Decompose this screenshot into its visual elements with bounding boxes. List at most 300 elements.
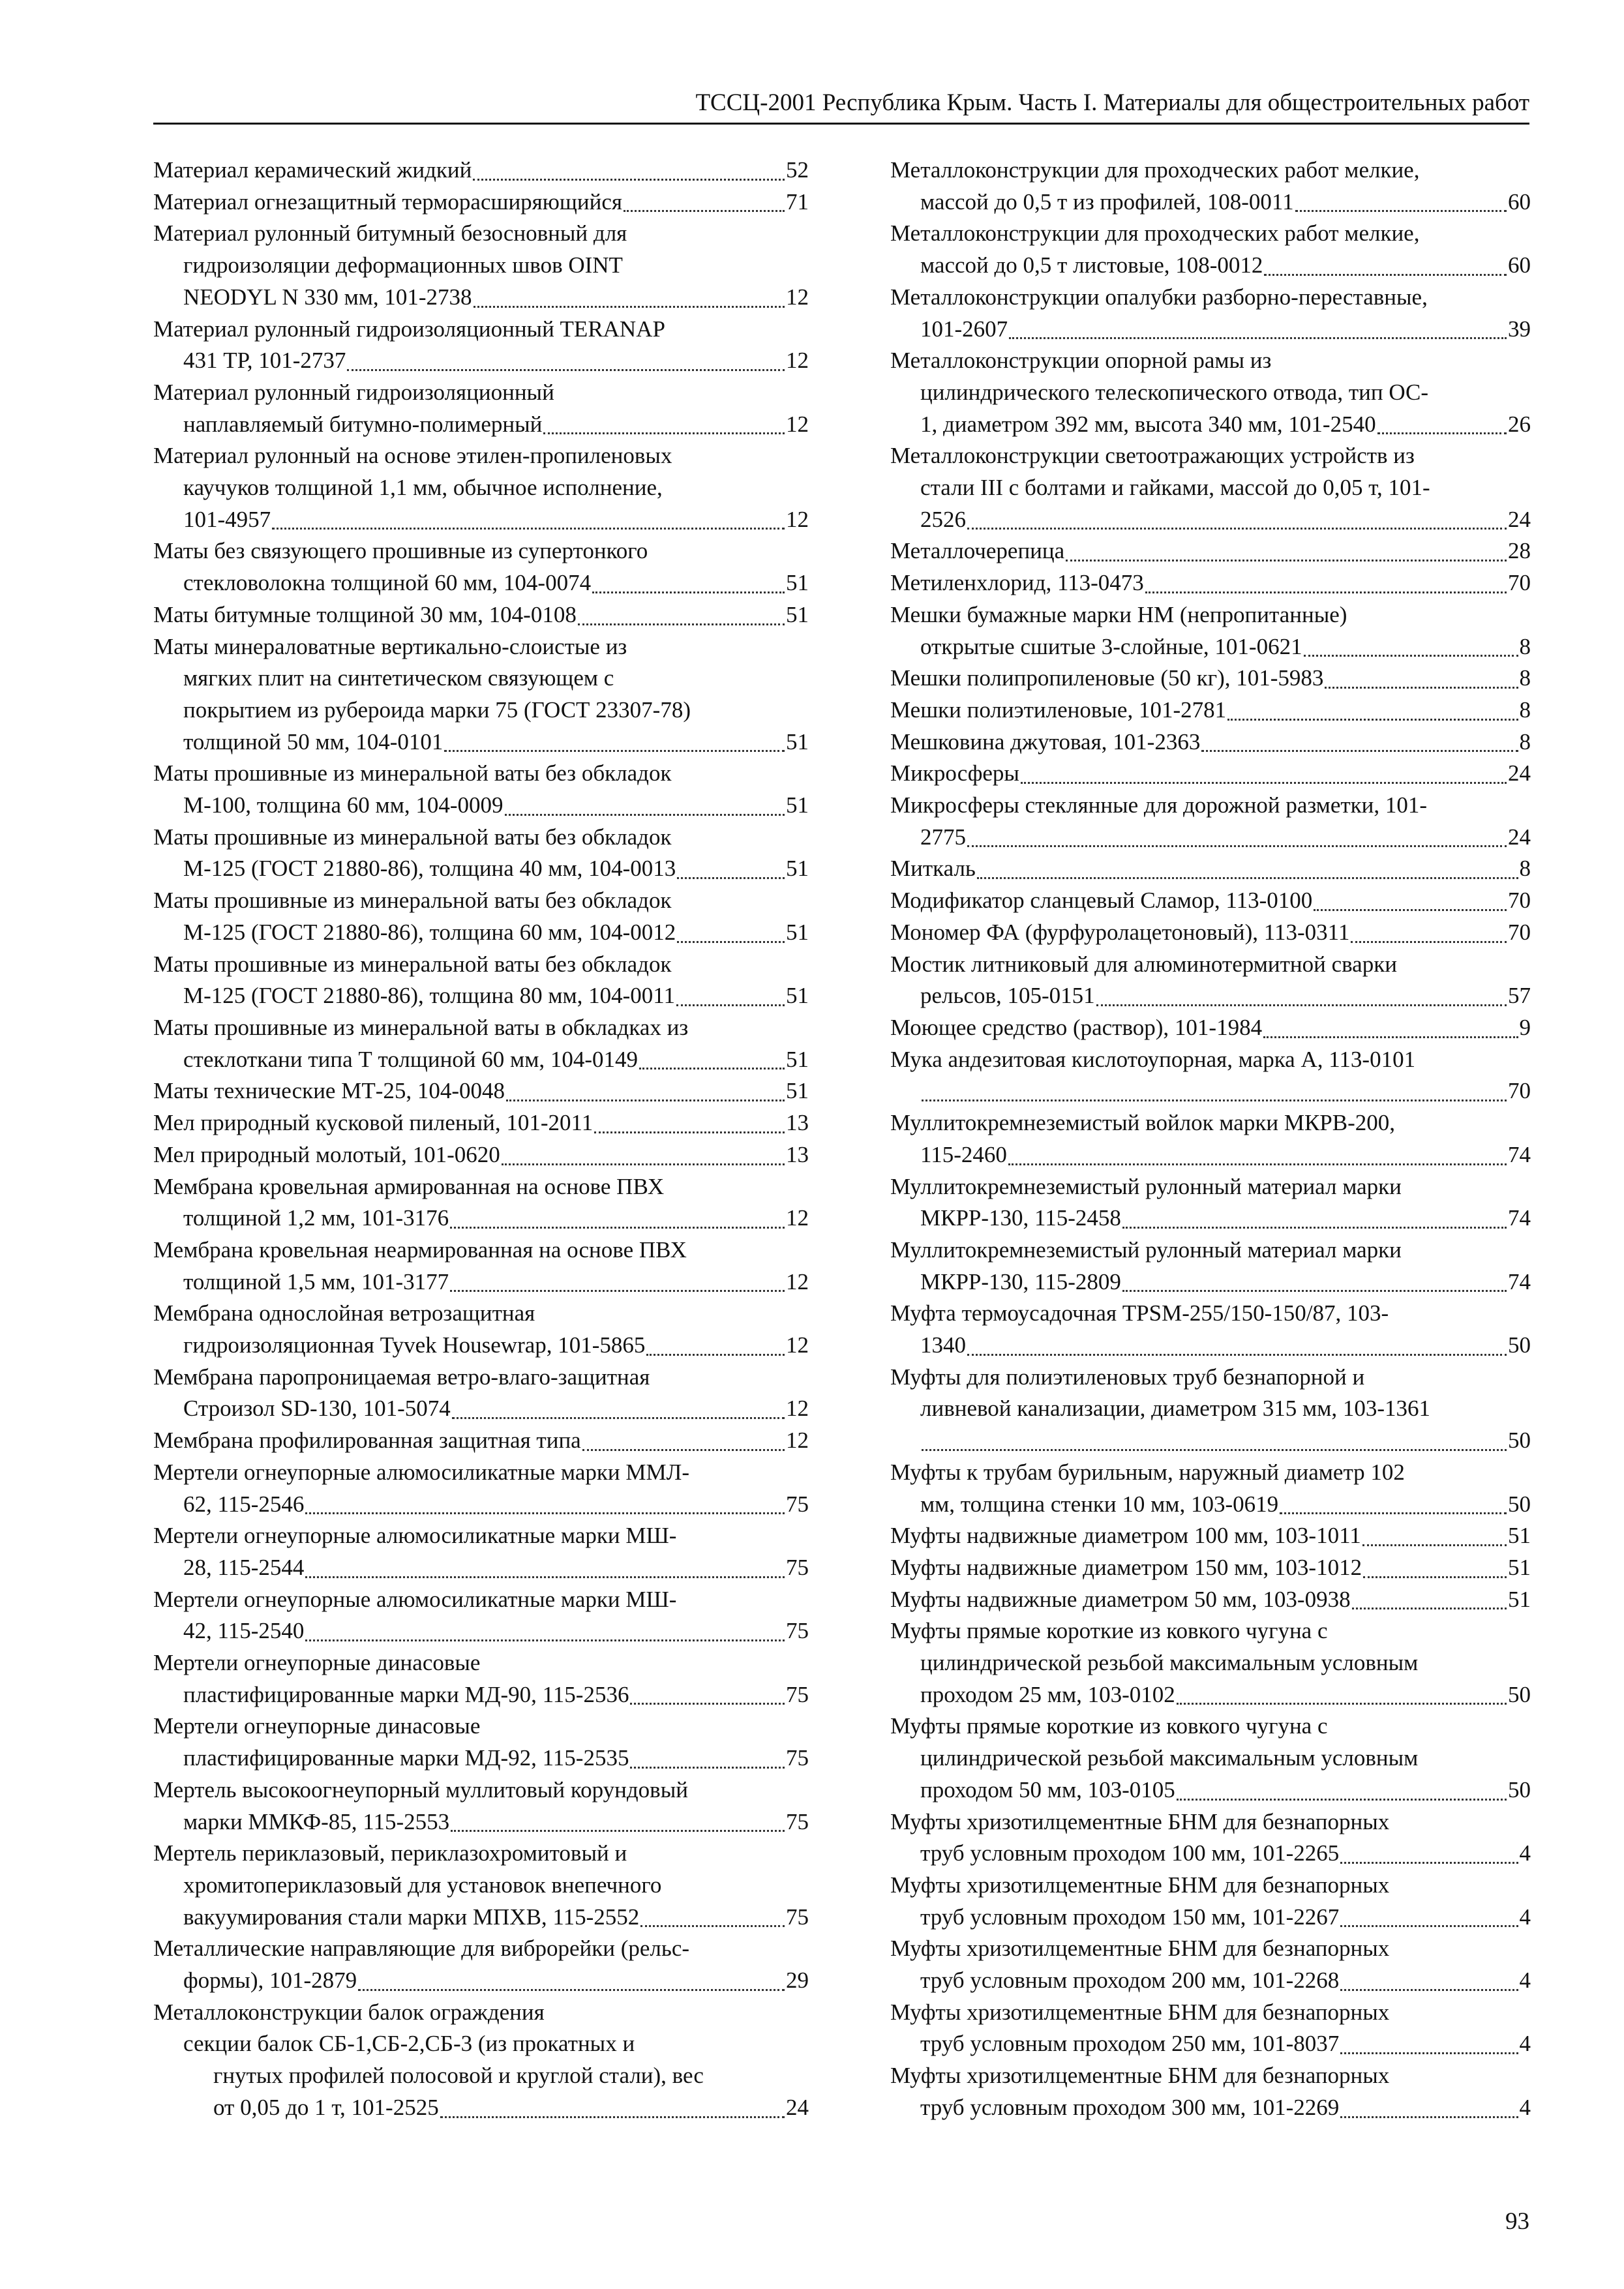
entry-text: Муфты хризотилцементные БНМ для безнапорных [890,1808,1390,1834]
index-entry-line [890,1171,1531,1203]
entry-text: 42, 115-2540 [183,1618,305,1644]
entry-page-number: 51 [786,728,809,755]
entry-text: массой до 0,5 т из профилей, 108-0011 [920,188,1294,215]
index-entry-line [153,726,809,758]
index-entry-line [153,1266,809,1298]
entry-page-number: 4 [1519,1904,1531,1930]
entry-text: Материал керамический жидкий [153,157,472,183]
index-entry [890,790,1531,853]
entry-text: Маты прошивные из минеральной ваты без обкладок [153,824,672,850]
entry-text: мм, толщина стенки 10 мм, 103-0619 [920,1491,1279,1517]
entry-text: Муфты надвижные диаметром 50 мм, 103-0938 [890,1586,1351,1612]
entry-page-number: 74 [1508,1205,1531,1231]
dot-leader [592,591,785,593]
index-entry [890,440,1531,535]
index-entry-line [153,1806,809,1838]
dot-leader [1201,750,1518,752]
index-entry [890,2060,1531,2123]
index-entry-line [890,631,1531,663]
entry-text: толщиной 1,5 мм, 101-3177 [183,1268,449,1294]
index-entry-line [890,377,1531,409]
index-entry-line [153,472,809,504]
entry-page-number: 12 [786,1396,809,1422]
entry-text: Мертели огнеупорные алюмосиликатные марки МШ- [153,1523,677,1549]
index-entry-line [890,314,1531,346]
entry-text: проходом 25 мм, 103-0102 [920,1681,1175,1707]
index-entry-line [890,1838,1531,1870]
index-entry [153,1711,809,1774]
index-entry-line [153,1679,809,1711]
entry-page-number: 50 [1508,1776,1531,1803]
index-entry-line [890,2028,1531,2060]
entry-text: Муфты прямые короткие из ковкого чугуна с [890,1618,1328,1644]
index-entry [890,1012,1531,1044]
entry-text: Мембрана однослойная ветрозащитная [153,1300,535,1326]
entry-text: 1, диаметром 392 мм, высота 340 мм, 101-2540 [920,411,1376,437]
dot-leader [1264,274,1507,276]
index-entry-line [153,535,809,567]
entry-text: Микросферы [890,760,1019,786]
index-entry-line [890,440,1531,472]
index-entry-line [153,314,809,346]
dot-leader [1352,1608,1507,1609]
entry-text: Муллитокремнеземистый войлок марки МКРВ-200, [890,1110,1395,1136]
entry-text: Мертели огнеупорные динасовые [153,1713,481,1739]
dot-leader [347,369,785,371]
index-entry-line [153,949,809,981]
entry-text: 2775 [920,824,966,850]
index-entry-line [153,790,809,822]
index-column-right [890,155,1531,2124]
index-entry [153,758,809,821]
entry-text: марки ММКФ-85, 115-2553 [183,1808,450,1834]
index-entry [890,1615,1531,1711]
entry-text: Мертели огнеупорные алюмосиликатные марки ММЛ- [153,1459,689,1485]
dot-leader [1340,1989,1518,1991]
entry-text: труб условным проходом 150 мм, 101-2267 [920,1904,1340,1930]
entry-text: покрытием из рубероида марки 75 (ГОСТ 23307-78) [183,696,691,723]
dot-leader [922,1100,1507,1101]
dot-leader [1177,1799,1507,1801]
entry-text: 2526 [920,506,966,532]
entry-text: Модификатор сланцевый Сламор, 113-0100 [890,888,1313,914]
index-entry-line [153,663,809,695]
index-entry-line [153,2092,809,2124]
entry-text: Металлоконструкции балок ограждения [153,1999,545,2025]
entry-page-number: 50 [1508,1332,1531,1358]
dot-leader [676,1004,785,1006]
index-entry-line [153,1552,809,1584]
index-entry [890,917,1531,949]
index-entry-line [890,409,1531,441]
dot-leader [640,1925,785,1927]
index-entry-line [153,1584,809,1616]
entry-text: Мука андезитовая кислотоупорная, марка А, 113-0101 [890,1046,1416,1072]
index-entry-line [153,1203,809,1234]
entry-text: Муфты для полиэтиленовых труб безнапорной и [890,1364,1365,1390]
entry-text: толщиной 50 мм, 104-0101 [183,728,444,755]
index-entry [153,1838,809,1933]
entry-page-number: 50 [1508,1428,1531,1454]
index-entry [153,599,809,631]
dot-leader [1304,655,1518,657]
index-entry-line [890,218,1531,250]
entry-page-number: 12 [786,348,809,374]
index-entry-line [153,567,809,599]
entry-text: Мел природный кусковой пиленый, 101-2011 [153,1110,594,1136]
index-entry [890,663,1531,695]
dot-leader [967,528,1507,530]
index-entry-line [153,1965,809,1997]
index-entry-line [890,567,1531,599]
entry-text: мягких плит на синтетическом связующем с [183,665,614,691]
index-entry-line [890,822,1531,854]
index-entry-line [153,1489,809,1521]
dot-leader [1295,210,1507,212]
index-entry [890,282,1531,345]
index-entry [890,1234,1531,1298]
index-entry-line [890,1997,1531,2029]
index-entry-line [153,1107,809,1139]
entry-text: вакуумирования стали марки МПХВ, 115-2552 [183,1904,640,1930]
index-entry [890,535,1531,567]
entry-page-number: 51 [1508,1554,1531,1580]
index-entry-line [890,758,1531,790]
entry-text: 431 ТР, 101-2737 [183,348,346,374]
index-entry [890,1933,1531,1996]
index-entry-line [890,1870,1531,1902]
index-entry [153,314,809,377]
index-entry [890,599,1531,663]
entry-text: труб условным проходом 250 мм, 101-8037 [920,2031,1340,2057]
entry-text: гнутых профилей полосовой и круглой стали), вес [213,2063,704,2089]
index-entry [890,1171,1531,1234]
entry-page-number: 51 [786,856,809,882]
entry-text: ливневой канализации, диаметром 315 мм, 103-1361 [920,1396,1430,1422]
entry-page-number: 51 [786,983,809,1009]
index-entry-line [890,1584,1531,1616]
index-column-left [153,155,809,2124]
entry-page-number: 24 [786,2094,809,2120]
entry-text: труб условным проходом 300 мм, 101-2269 [920,2094,1340,2120]
entry-text: открытые сшитые 3-слойные, 101-0621 [920,633,1302,659]
entry-page-number: 12 [786,411,809,437]
index-entry-line [890,282,1531,314]
index-entry [153,1139,809,1171]
entry-page-number: 26 [1508,411,1531,437]
index-entry [890,1520,1531,1552]
dot-leader [1363,1576,1507,1578]
entry-page-number: 75 [786,1745,809,1771]
index-entry-line [890,1711,1531,1743]
dot-leader [630,1703,785,1705]
index-entry [153,1234,809,1298]
dot-leader [450,1290,785,1292]
entry-page-number: 75 [786,1554,809,1580]
index-entry [153,1997,809,2124]
index-entry [890,218,1531,281]
dot-leader [272,528,785,530]
dot-leader [1280,1512,1507,1514]
entry-text: Миткаль [890,856,976,882]
dot-leader [502,1163,785,1165]
index-entry-line [153,885,809,917]
index-entry [890,1997,1531,2060]
page-number: 93 [1505,2208,1529,2235]
entry-text: Муфты хризотилцементные БНМ для безнапорных [890,2063,1390,2089]
entry-text: стали III с болтами и гайками, массой до 0,05 т, 101- [920,475,1430,501]
entry-text: 28, 115-2544 [183,1554,305,1580]
entry-text: Муфты к трубам бурильным, наружный диаметр 102 [890,1459,1405,1485]
index-entry [153,949,809,1012]
index-entry-line [153,1933,809,1965]
entry-text: Мембрана кровельная неармированная на основе ПВХ [153,1236,687,1263]
index-entry-line [890,1679,1531,1711]
index-entry-line [890,345,1531,377]
entry-text: 101-4957 [183,506,271,532]
dot-leader [1096,1004,1507,1006]
index-entry-line [153,853,809,885]
index-entry-line [153,1298,809,1330]
entry-text: цилиндрической резьбой максимальным условным [920,1745,1419,1771]
dot-leader [1145,591,1507,593]
dot-leader [451,1830,785,1832]
entry-page-number: 50 [1508,1681,1531,1707]
index-entry [153,1774,809,1838]
dot-leader [1008,1163,1507,1165]
entry-text: стекловолокна толщиной 60 мм, 104-0074 [183,570,592,596]
index-entry-line [153,1647,809,1679]
index-entry [153,1171,809,1234]
entry-page-number: 57 [1508,983,1531,1009]
index-entry-line [890,1203,1531,1234]
index-entry-line [890,663,1531,695]
index-entry-line [153,282,809,314]
entry-text: Микросферы стеклянные для дорожной разметки, 101- [890,792,1428,818]
index-entry-line [153,1743,809,1774]
entry-text: Маты прошивные из минеральной ваты без обкладок [153,760,672,786]
entry-text: 115-2460 [920,1141,1007,1167]
index-entry-line [153,1457,809,1489]
index-entry [890,1806,1531,1870]
entry-text: труб условным проходом 100 мм, 101-2265 [920,1840,1340,1866]
entry-text: М-125 (ГОСТ 21880-86), толщина 40 мм, 104-0013 [183,856,676,882]
index-entry-line [890,155,1531,187]
dot-leader [1122,1227,1507,1229]
entry-page-number: 8 [1519,665,1531,691]
index-entry-line [153,1425,809,1457]
entry-page-number: 51 [1508,1523,1531,1549]
index-entry-line [153,1012,809,1044]
index-entry [890,1870,1531,1933]
dot-leader [922,1449,1507,1451]
dot-leader [578,623,785,625]
entry-text: Маты прошивные из минеральной ваты без обкладок [153,951,672,977]
entry-text: Мешки полиэтиленовые, 101-2781 [890,696,1227,723]
entry-page-number: 39 [1508,316,1531,342]
entry-text: цилиндрической резьбой максимальным условным [920,1650,1419,1676]
index-entry [153,155,809,187]
index-entry-line [890,1393,1531,1425]
entry-page-number: 29 [786,1967,809,1994]
entry-text: Муфты надвижные диаметром 100 мм, 103-1011 [890,1523,1361,1549]
entry-page-number: 8 [1519,728,1531,755]
index-entry [153,1520,809,1583]
index-entry-line [890,1615,1531,1647]
index-entry-line [153,2060,809,2092]
index-entry-line [890,1139,1531,1171]
entry-text: Строизол SD-130, 101-5074 [183,1396,451,1422]
index-entry [890,567,1531,599]
entry-text: Металлические направляющие для виброрейки (рельс- [153,1936,690,1962]
index-entry-line [890,2092,1531,2124]
entry-text: каучуков толщиной 1,1 мм, обычное исполнение, [183,475,663,501]
entry-text: пластифицированные марки МД-90, 115-2536 [183,1681,629,1707]
dot-leader [444,750,785,752]
dot-leader [594,1131,785,1133]
dot-leader [1351,941,1507,943]
index-entry [890,1457,1531,1520]
entry-page-number: 71 [786,188,809,215]
entry-page-number: 51 [786,919,809,945]
index-entry-line [890,504,1531,536]
entry-page-number: 70 [1508,570,1531,596]
index-entry-line [153,1044,809,1076]
entry-text: Мембрана профилированная защитная типа [153,1428,581,1454]
entry-page-number: 12 [786,1428,809,1454]
entry-text: Металлоконструкции для проходческих работ мелкие, [890,220,1420,247]
index-entry-line [890,1489,1531,1521]
index-entry [890,155,1531,218]
entry-page-number: 70 [1508,888,1531,914]
dot-leader [582,1449,785,1451]
index-entry [153,1107,809,1139]
entry-page-number: 8 [1519,856,1531,882]
index-entry-line [890,1362,1531,1394]
index-entry-line [890,1774,1531,1806]
dot-leader [1340,1925,1518,1927]
entry-text: МКРР-130, 115-2809 [920,1268,1121,1294]
entry-text: МКРР-130, 115-2458 [920,1205,1121,1231]
dot-leader [646,1354,785,1356]
dot-leader [1066,560,1507,561]
entry-page-number: 9 [1519,1014,1531,1040]
entry-text: Маты без связующего прошивные из супертонкого [153,538,648,564]
entry-text: Материал рулонный на основе этилен-пропиленовых [153,443,672,469]
index-entry-line [153,1902,809,1934]
index-entry-line [153,440,809,472]
index-entry [890,885,1531,917]
entry-page-number: 50 [1508,1491,1531,1517]
entry-text: Материал рулонный битумный безосновный для [153,220,627,247]
dot-leader [1021,782,1507,784]
entry-text: хромитопериклазовый для установок внепечного [183,1872,662,1898]
entry-text: гидроизоляции деформационных швов OINT [183,252,623,278]
entry-text: Мертели огнеупорные алюмосиликатные марки МШ- [153,1586,677,1612]
entry-page-number: 12 [786,1332,809,1358]
index-entry-line [153,250,809,282]
index-entry-line [153,155,809,187]
index-entry-line [153,504,809,536]
entry-page-number: 70 [1508,919,1531,945]
entry-text: Муфты хризотилцементные БНМ для безнапорных [890,1936,1390,1962]
index-entry-line [153,980,809,1012]
index-entry [890,758,1531,790]
index-entry-line [890,1012,1531,1044]
index-entry-line [890,1902,1531,1934]
index-entry-line [890,472,1531,504]
dot-leader [358,1989,785,1991]
entry-page-number: 74 [1508,1141,1531,1167]
entry-page-number: 12 [786,284,809,310]
index-entry-line [153,1711,809,1743]
dot-leader [305,1639,785,1641]
entry-text: проходом 50 мм, 103-0105 [920,1776,1175,1803]
entry-page-number: 13 [786,1141,809,1167]
dot-leader [1177,1703,1507,1705]
entry-text: Моющее средство (раствор), 101-1984 [890,1014,1263,1040]
entry-page-number: 52 [786,157,809,183]
dot-leader [977,877,1518,879]
index-entry-line [153,1393,809,1425]
dot-leader [1325,687,1518,689]
index-entry-line [890,1044,1531,1076]
index-entry-line [890,599,1531,631]
index-entry [153,377,809,440]
entry-page-number: 60 [1508,252,1531,278]
index-entry-line [153,218,809,250]
entry-page-number: 8 [1519,633,1531,659]
entry-text: Мембрана кровельная армированная на основе ПВХ [153,1173,665,1199]
entry-text: 62, 115-2546 [183,1491,305,1517]
index-entry-line [153,409,809,441]
entry-page-number: 24 [1508,506,1531,532]
index-entry [153,440,809,535]
entry-text: Маты прошивные из минеральной ваты в обкладках из [153,1014,689,1040]
entry-page-number: 51 [786,792,809,818]
entry-page-number: 12 [786,1205,809,1231]
entry-text: Метиленхлорид, 113-0473 [890,570,1144,596]
index-entry-line [890,980,1531,1012]
index-entry-line [890,1520,1531,1552]
entry-text: формы), 101-2879 [183,1967,357,1994]
index-entry-line [890,1075,1531,1107]
index-entry-line [153,1139,809,1171]
dot-leader [452,1417,785,1419]
entry-page-number: 51 [786,601,809,627]
index-entry-line [890,1330,1531,1362]
dot-leader [639,1068,785,1070]
entry-text: Муфты прямые короткие из ковкого чугуна с [890,1713,1328,1739]
index-entry-line [890,1425,1531,1457]
index-entry-line [153,758,809,790]
entry-text: Металлоконструкции для проходческих работ мелкие, [890,157,1420,183]
entry-page-number: 60 [1508,188,1531,215]
entry-page-number: 4 [1519,1840,1531,1866]
dot-leader [1122,1290,1507,1292]
index-entry-line [153,631,809,663]
entry-text: Мел природный молотый, 101-0620 [153,1141,500,1167]
index-entry [890,949,1531,1012]
entry-text: пластифицированные марки МД-92, 115-2535 [183,1745,629,1771]
index-entry [890,1584,1531,1616]
index-entry-line [890,1552,1531,1584]
index-entry-line [890,917,1531,949]
entry-page-number: 24 [1508,760,1531,786]
index-entry-line [153,599,809,631]
index-entry [153,1584,809,1647]
index-entry-line [890,535,1531,567]
